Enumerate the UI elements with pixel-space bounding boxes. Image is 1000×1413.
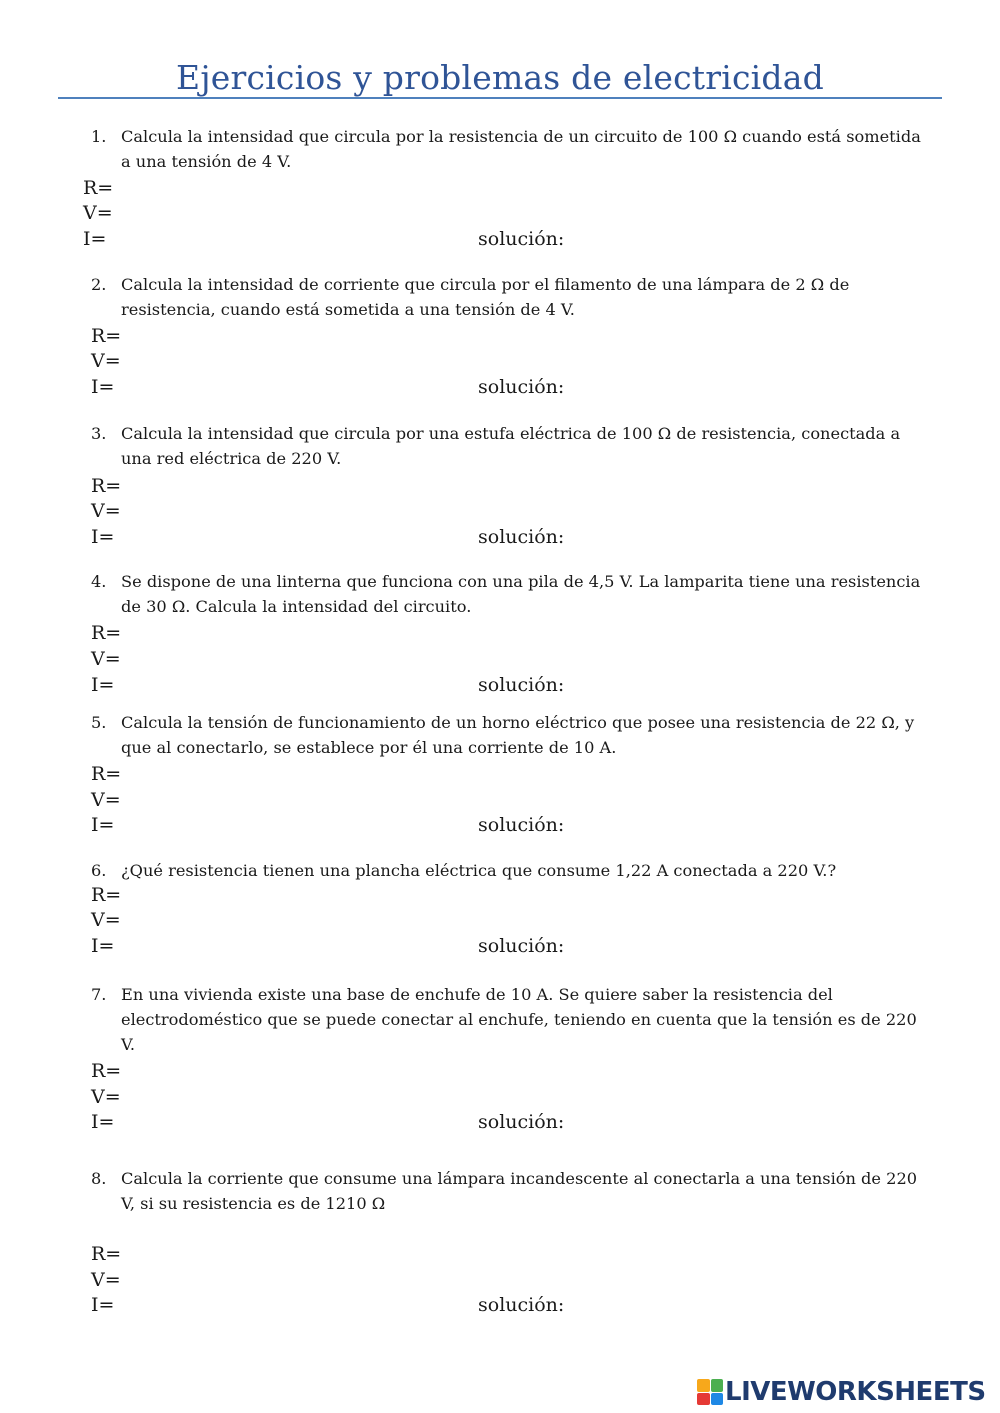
i-label: I= (83, 228, 107, 250)
question-number: 5. (91, 713, 107, 732)
r-label: R= (91, 1060, 122, 1082)
question-number: 6. (91, 861, 107, 880)
logo-square (697, 1379, 710, 1392)
solution-label: solución: (478, 376, 565, 398)
solution-label: solución: (478, 1294, 565, 1316)
logo-square (711, 1393, 724, 1406)
logo-square (697, 1393, 710, 1406)
i-label: I= (91, 1294, 115, 1316)
question-text: Calcula la tensión de funcionamiento de un horno eléctrico que posee una resistencia de 22 Ω, y que al conectarlo, se establece por él una corriente de 10 A. (121, 713, 915, 757)
solution-label: solución: (478, 1111, 565, 1133)
question-text: Calcula la intensidad que circula por una estufa eléctrica de 100 Ω de resistencia, conectada a una red eléctrica de 220 V. (121, 424, 901, 468)
question-text: Calcula la intensidad que circula por la resistencia de un circuito de 100 Ω cuando está sometida a una tensión de 4 V. (121, 127, 921, 171)
i-label: I= (91, 814, 115, 836)
question-text: En una vivienda existe una base de enchufe de 10 A. Se quiere saber la resistencia del electrodoméstico que se puede conectar al enchufe, teniendo en cuenta que la tensión es de 220 V. (121, 985, 917, 1054)
v-label: V= (91, 500, 121, 522)
i-label: I= (91, 935, 115, 957)
r-label: R= (91, 884, 122, 906)
v-label: V= (91, 1269, 121, 1291)
question-8 (91, 1166, 929, 1216)
liveworksheets-logo[interactable] (697, 1377, 986, 1407)
solution-label: solución: (478, 674, 565, 696)
i-label: I= (91, 1111, 115, 1133)
title-underline (58, 97, 942, 99)
r-label: R= (91, 622, 122, 644)
solution-label: solución: (478, 526, 565, 548)
question-2 (91, 272, 929, 322)
question-number: 3. (91, 424, 107, 443)
page-title: Ejercicios y problemas de electricidad (176, 58, 824, 97)
question-text: ¿Qué resistencia tienen una plancha eléctrica que consume 1,22 A conectada a 220 V.? (121, 861, 837, 880)
v-label: V= (91, 350, 121, 372)
r-label: R= (91, 1243, 122, 1265)
question-number: 7. (91, 985, 107, 1004)
v-label: V= (91, 909, 121, 931)
question-number: 8. (91, 1169, 107, 1188)
question-text: Se dispone de una linterna que funciona con una pila de 4,5 V. La lamparita tiene una resistencia de 30 Ω. Calcula la intensidad del circuito. (121, 572, 921, 616)
question-1 (91, 124, 929, 174)
solution-label: solución: (478, 814, 565, 836)
question-4 (91, 569, 929, 619)
solution-label: solución: (478, 935, 565, 957)
v-label: V= (91, 648, 121, 670)
question-7 (91, 982, 929, 1057)
question-number: 4. (91, 572, 107, 591)
logo-text: LIVEWORKSHEETS (725, 1377, 986, 1407)
question-3 (91, 421, 929, 471)
solution-label: solución: (478, 228, 565, 250)
question-6 (91, 858, 929, 883)
logo-mark-icon (697, 1379, 723, 1405)
v-label: V= (83, 202, 113, 224)
r-label: R= (91, 325, 122, 347)
question-text: Calcula la corriente que consume una lámpara incandescente al conectarla a una tensión de 220 V, si su resistencia es de 1210 Ω (121, 1169, 918, 1213)
question-5 (91, 710, 929, 760)
r-label: R= (83, 177, 114, 199)
r-label: R= (91, 763, 122, 785)
v-label: V= (91, 1086, 121, 1108)
question-number: 2. (91, 275, 107, 294)
i-label: I= (91, 376, 115, 398)
logo-square (711, 1379, 724, 1392)
r-label: R= (91, 475, 122, 497)
i-label: I= (91, 526, 115, 548)
i-label: I= (91, 674, 115, 696)
v-label: V= (91, 789, 121, 811)
question-text: Calcula la intensidad de corriente que circula por el filamento de una lámpara de 2 Ω de resistencia, cuando está sometida a una tensión de 4 V. (121, 275, 850, 319)
question-number: 1. (91, 127, 107, 146)
